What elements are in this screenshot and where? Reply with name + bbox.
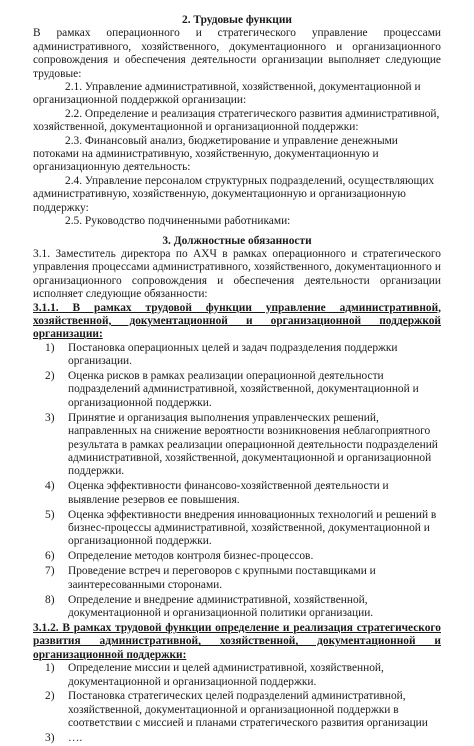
labor-function-item: 2.4. Управление персоналом структурных подразделений, осуществляющих административную, хозяйственную, документационную и организационную поддержку: (33, 174, 435, 214)
list-item-text: Определение миссии и целей административной, хозяйственной, документационной и организационной поддержки. (68, 662, 384, 688)
list-item (33, 732, 441, 745)
list-item (33, 565, 441, 592)
list-item (33, 662, 441, 689)
labor-functions-list (33, 81, 441, 228)
labor-function-item: 2.1. Управление административной, хозяйственной, документационной и организационной поддержкой организации: (33, 81, 421, 107)
list-item-number: 2) (45, 690, 55, 703)
list-item-number: 7) (45, 565, 55, 578)
list-item (33, 342, 441, 369)
labor-function-item: 2.2. Определение и реализация стратегического развития административной, хозяйственной, документационной и организационной поддержки: (33, 107, 440, 134)
labor-function-item: 2.3. Финансовый анализ, бюджетирование и управление денежными потоками на административную, хозяйственную, документационную и организационную деятельность: (33, 134, 398, 174)
list-item (33, 594, 441, 621)
list-item-number: 6) (45, 550, 55, 563)
list-item-number: 4) (45, 480, 55, 493)
list-item-text: Определение методов контроля бизнес-процессов. (68, 550, 314, 563)
list-item-text: Оценка рисков в рамках реализации операционной деятельности подразделений административной, хозяйственной, документационной и организационной поддержки. (68, 370, 419, 409)
list-item (33, 480, 441, 507)
list-item (33, 690, 441, 730)
list-item-number: 8) (45, 593, 55, 606)
subsection-3-1-2-title: 3.1.2. В рамках трудовой функции определение и реализация стратегического развития административной, хозяйственной, документационной и организационной поддержки: (33, 621, 441, 661)
duties-list-3-1-1 (33, 342, 441, 621)
list-item-number: 1) (45, 662, 55, 675)
section-3-heading: 3. Должностные обязанности (162, 234, 312, 247)
list-item-number: 1) (45, 341, 55, 354)
list-item-text: Постановка стратегических целей подразделений административной, хозяйственной, документационной и организационной поддержки в соответствии с миссией и планами стратегического развития организации (68, 690, 428, 730)
section-2-intro: В рамках операционного и стратегического управление процессами административного, хозяйственного, документационного и организационного сопровождения и обеспечения деятельности организации выполняет следующие трудовые: (33, 27, 441, 80)
list-item (33, 550, 441, 563)
subsection-3-1-1-title: 3.1.1. В рамках трудовой функции управление административной, хозяйственной, документационной и организационной поддержкой организации: (33, 301, 441, 341)
list-item-number: 3) (45, 411, 55, 424)
list-item-text: Постановка операционных целей и задач подразделения поддержки организации. (68, 341, 398, 368)
duties-list-3-1-2 (33, 662, 441, 745)
list-item-text: …. (68, 732, 83, 745)
list-item-text: Оценка эффективности внедрения инновационных технологий и решений в бизнес-процессы административной, хозяйственной, документационной и организационной поддержки. (68, 508, 437, 548)
list-item-number: 2) (45, 370, 55, 383)
section-3-intro: 3.1. Заместитель директора по АХЧ в рамках операционного и стратегического управления процессами административного, хозяйственного, документационного и организационного сопровождения и обеспечения деятельности организации исполняет следующие обязанности: (33, 247, 441, 301)
list-item-text: Проведение встреч и переговоров с крупными поставщиками и заинтересованными сторонами. (68, 565, 376, 591)
list-item-text: Оценка эффективности финансово-хозяйственной деятельности и выявление резервов ее повышения. (68, 480, 389, 506)
list-item (33, 370, 441, 410)
list-item (33, 509, 441, 549)
section-2-heading: 2. Трудовые функции (182, 14, 292, 26)
labor-function-item: 2.5. Руководство подчиненными работниками: (65, 215, 291, 228)
list-item-number: 3) (45, 732, 55, 745)
list-item-text: Определение и внедрение административной, хозяйственной, документационной и организационной политики организации. (68, 593, 374, 619)
list-item-number: 5) (45, 508, 55, 521)
list-item-text: Принятие и организация выполнения управленческих решений, направленных на снижение вероятности возникновения неблагоприятного результата в рамках реализации операционной деятельности подразделений административной, хозяйственной, документационной и организационной поддержки. (68, 411, 438, 478)
list-item (33, 412, 441, 479)
